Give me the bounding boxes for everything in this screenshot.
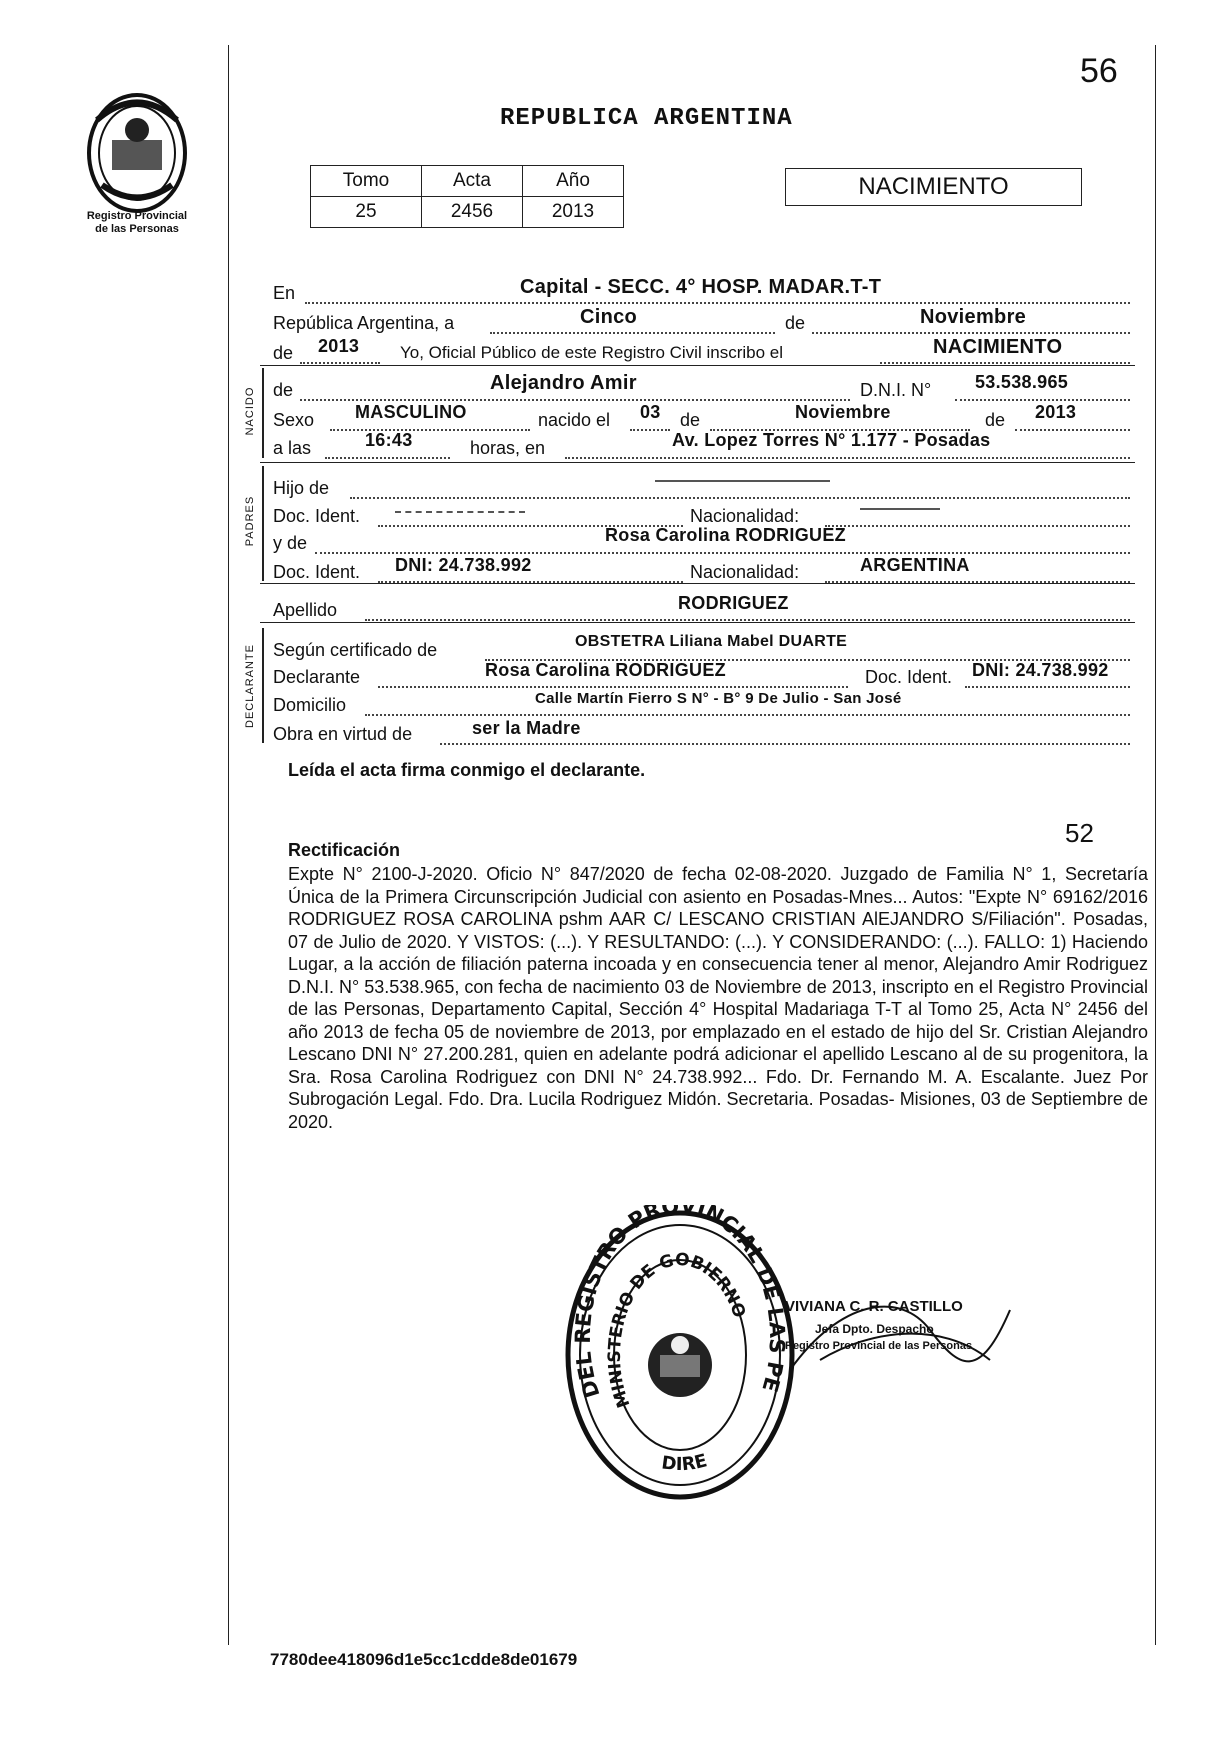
year-value: 2013 — [318, 336, 360, 356]
seal-emblem-icon — [648, 1333, 712, 1397]
year-dotline — [300, 362, 380, 364]
right-margin-rule — [1155, 45, 1156, 1645]
padres-bracket — [262, 466, 264, 581]
en-dotline — [305, 302, 1130, 304]
dni-label: D.N.I. N° — [860, 380, 932, 400]
sexo-value: MASCULINO — [355, 402, 467, 422]
section-rule-2 — [260, 462, 1135, 463]
father-doc-redaction — [395, 511, 525, 513]
value-tomo: 25 — [311, 197, 422, 228]
de-label-2: de — [273, 343, 294, 363]
volume-table — [310, 165, 624, 228]
obra-label: Obra en virtud de — [273, 724, 413, 744]
birth-year: 2013 — [1035, 402, 1077, 422]
month-value: Noviembre — [920, 306, 1027, 328]
declarante-bracket — [262, 628, 264, 743]
header-tomo: Tomo — [311, 166, 422, 197]
apellido-label: Apellido — [273, 600, 338, 620]
official-seal — [560, 1205, 800, 1505]
seal-outer-text: DEL REGISTRO PROVINCIAL DE LAS PE — [570, 1205, 790, 1401]
mother-nationality: ARGENTINA — [860, 555, 970, 575]
rectificacion-number: 52 — [1065, 818, 1094, 848]
segun-label: Según certificado de — [273, 640, 438, 660]
inscribe-dotline — [880, 362, 1130, 364]
dni-dotline — [955, 399, 1130, 401]
header-acta: Acta — [422, 166, 523, 197]
province-shield-icon — [72, 85, 202, 215]
obra-dotline — [440, 743, 1130, 745]
inscribe-value: NACIMIENTO — [933, 336, 1063, 358]
de-label-4: de — [680, 410, 701, 430]
birthyear-dotline — [1015, 429, 1130, 431]
father-redaction — [655, 480, 830, 482]
signatory-title: Jefa Dpto. Despacho — [815, 1322, 934, 1336]
en-value: Capital - SECC. 4° HOSP. MADAR.T-T — [520, 276, 882, 298]
document-title: REPUBLICA ARGENTINA — [500, 105, 793, 132]
father-nationality-label: Nacionalidad: — [690, 506, 800, 526]
yo-text: Yo, Oficial Público de este Registro Civil inscribo el — [400, 343, 783, 362]
mother-name: Rosa Carolina RODRIGUEZ — [605, 525, 846, 545]
name-dotline — [300, 399, 850, 401]
seal-inner-text: MINISTERIO DE GOBIERNO — [604, 1249, 750, 1411]
logo-caption-line1: Registro Provincial — [86, 210, 188, 222]
leida-statement: Leída el acta firma conmigo el declarante. — [288, 760, 646, 780]
footer-hash: 7780dee418096d1e5cc1cdde8de01679 — [270, 1650, 578, 1669]
sexo-label: Sexo — [273, 410, 315, 430]
declarante-doc-label: Doc. Ident. — [865, 667, 953, 687]
section-rule-1 — [260, 365, 1135, 366]
signatory-office: Registro Provincial de las Personas — [785, 1340, 973, 1352]
obra-value: ser la Madre — [472, 718, 581, 738]
declarante-doc-dotline — [965, 686, 1130, 688]
mother-doc-label: Doc. Ident. — [273, 562, 361, 582]
birth-time: 16:43 — [365, 430, 413, 450]
signature-block — [780, 1290, 1020, 1400]
section-rule-4 — [260, 622, 1135, 623]
apellido-value: RODRIGUEZ — [678, 593, 789, 613]
day-dotline — [490, 332, 775, 334]
header-ano: Año — [523, 166, 624, 197]
day-value: Cinco — [580, 306, 638, 328]
birth-month: Noviembre — [795, 402, 891, 422]
horas-label: horas, en — [470, 438, 546, 458]
father-nationality-dotline — [825, 525, 1130, 527]
declarante-dotline — [378, 686, 848, 688]
rectificacion-title: Rectificación — [288, 840, 401, 860]
domicilio-label: Domicilio — [273, 695, 347, 715]
signatory-name: VIVIANA C. R. CASTILLO — [785, 1298, 963, 1315]
seal-bottom-text: DIRE — [660, 1450, 710, 1476]
apellido-dotline — [365, 619, 1130, 621]
mother-dotline — [315, 552, 1130, 554]
declarante-side-label: DECLARANTE — [244, 644, 256, 728]
logo-caption-line2: de las Personas — [95, 223, 179, 235]
mother-nationality-label: Nacionalidad: — [690, 562, 800, 582]
father-dotline — [350, 497, 1130, 499]
padres-side-label: PADRES — [244, 495, 256, 547]
rectificacion-body-container — [288, 863, 1148, 1133]
page-number: 56 — [1080, 52, 1118, 90]
declarante-label: Declarante — [273, 667, 361, 687]
segun-value: OBSTETRA Liliana Mabel DUARTE — [575, 633, 848, 650]
birthday-dotline — [630, 429, 670, 431]
birth-day: 03 — [640, 402, 661, 422]
month-dotline — [812, 332, 1130, 334]
en-label: En — [273, 283, 296, 303]
left-margin-rule — [228, 45, 229, 1645]
record-type-box: NACIMIENTO — [785, 168, 1082, 206]
place-dotline — [565, 457, 1130, 459]
sexo-dotline — [330, 429, 530, 431]
rectificacion-body: Expte N° 2100-J-2020. Oficio N° 847/2020 de fecha 02-08-2020. Juzgado de Familia N° 1, Secretaría Única de la Primera Circunscripción Judicial con asiento en Posadas-Mnes... Autos: "Expte N° 69162/2016 RODRIGUEZ ROSA CAROLINA pshm AAR C/ LESCANO CRISTIAN AlEJANDRO S/Filiación". Posadas, 07 de Julio de 2020. Y VISTOS: (...). Y RESULTANDO: (...). Y CONSIDERANDO: (...). FALLO: 1) Haciendo Lugar, a la acción de filiación paterna incoada y en consecuencia tener al menor, Alejandro Amir Rodriguez D.N.I. N° 53.538.965, con fecha de nacimiento 03 de Noviembre de 2013, inscripto en el Registro Provincial de las Personas, Departamento Capital, Sección 4° Hospital Madariaga T-T al Tomo 25, Acta N° 2456 del año 2013 de fecha 05 de noviembre de 2013, por emplazado en el estado de hijo del Sr. Cristian Alejandro Lescano DNI N° 27.200.281, quien en adelante podrá adicionar el apellido Lescano al de su progenitora, la Sra. Rosa Carolina Rodriguez con DNI N° 24.738.992... Fdo. Dr. Fernando M. A. Escalante. Juez Por Subrogación Legal. Fdo. Dra. Lucila Rodriguez Midón. Secretaria. Posadas- Misiones, 03 de Septiembre de 2020. — [288, 864, 1148, 1132]
father-nationality-redaction — [860, 508, 940, 510]
time-dotline — [325, 457, 450, 459]
declarante-value: Rosa Carolina RODRIGUEZ — [485, 660, 726, 680]
nacido-side-label: NACIDO — [244, 386, 256, 436]
nacido-label: nacido el — [538, 410, 611, 430]
nacido-bracket — [262, 368, 264, 458]
mother-doc: DNI: 24.738.992 — [395, 555, 532, 575]
de-label-5: de — [985, 410, 1006, 430]
de-label-3: de — [273, 380, 294, 400]
birth-place: Av. Lopez Torres N° 1.177 - Posadas — [672, 430, 991, 450]
domicilio-dotline — [365, 714, 1130, 716]
declarante-doc: DNI: 24.738.992 — [972, 660, 1109, 680]
value-acta: 2456 — [422, 197, 523, 228]
value-ano: 2013 — [523, 197, 624, 228]
hijo-label: Hijo de — [273, 478, 330, 498]
republica-label: República Argentina, a — [273, 313, 455, 333]
father-doc-label: Doc. Ident. — [273, 506, 361, 526]
registro-logo — [72, 85, 202, 245]
section-rule-3 — [260, 583, 1135, 584]
child-dni: 53.538.965 — [975, 372, 1069, 392]
child-name: Alejandro Amir — [490, 372, 637, 394]
de-label-1: de — [785, 313, 806, 333]
domicilio-value: Calle Martín Fierro S N° - B° 9 De Julio - San José — [535, 690, 902, 707]
alas-label: a las — [273, 438, 312, 458]
yde-label: y de — [273, 533, 308, 553]
